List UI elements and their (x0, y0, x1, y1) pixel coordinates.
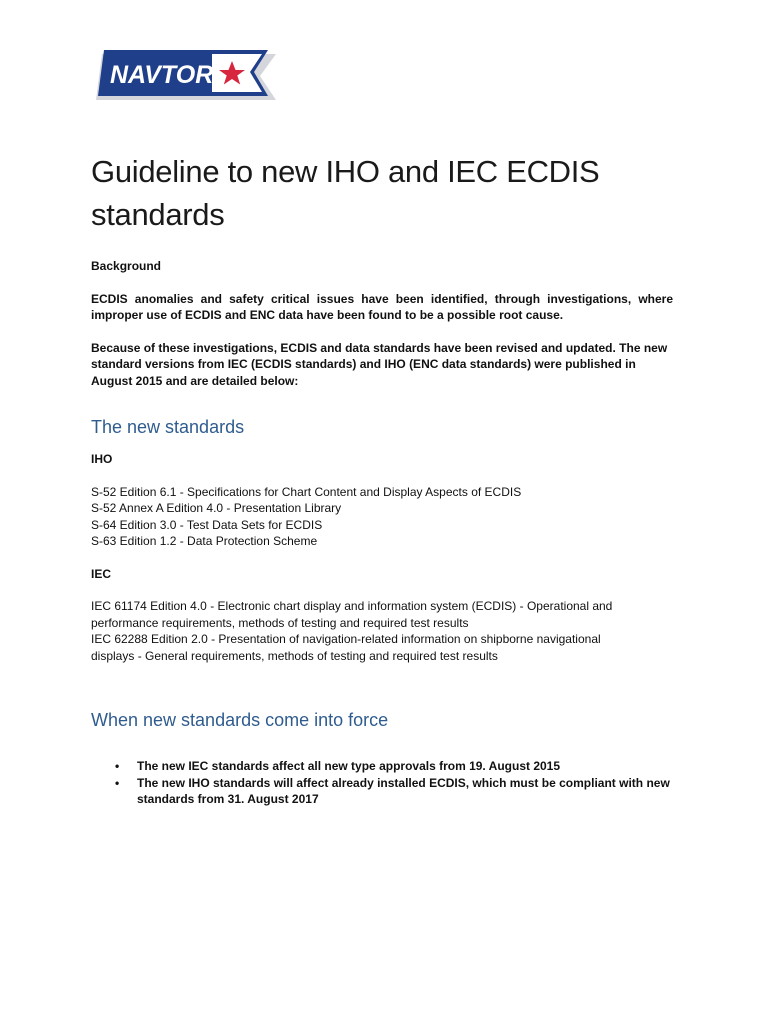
force-heading: When new standards come into force (91, 710, 389, 730)
new-standards-heading: The new standards (91, 417, 245, 437)
iho-label: IHO (91, 452, 113, 466)
iec-label: IEC (91, 566, 112, 581)
paragraph-line: Because of these investigations, ECDIS and data standards have been revised and updated. The new (91, 340, 668, 355)
iho-standards-list (91, 484, 673, 550)
paragraph-line: August 2015 and are detailed below: (91, 373, 299, 388)
iho-standard-item: S-52 Edition 6.1 - Specifications for Chart Content and Display Aspects of ECDIS (91, 484, 522, 499)
bullet-icon: • (115, 775, 120, 790)
page-title: Guideline to new IHO and IEC ECDIS standards (91, 154, 600, 232)
force-bullet-list (91, 758, 673, 808)
iho-standard-item: S-52 Annex A Edition 4.0 - Presentation Library (91, 501, 342, 515)
iec-standard-line: displays - General requirements, methods of testing and required test results (91, 648, 498, 663)
list-item-text: The new IHO standards will affect already installed ECDIS, which must be compliant with new standards from 31. August 2017 (137, 775, 670, 806)
list-item (91, 758, 673, 775)
list-item (91, 775, 673, 808)
list-item-text: The new IEC standards affect all new type approvals from 19. August 2015 (137, 759, 561, 773)
iho-standard-item: S-64 Edition 3.0 - Test Data Sets for ECDIS (91, 517, 323, 532)
iec-standards-list (91, 598, 673, 664)
iec-standard-line: performance requirements, methods of testing and required test results (91, 615, 469, 630)
iho-standard-item: S-63 Edition 1.2 - Data Protection Scheme (91, 534, 318, 548)
logo-text: NAVTOR (110, 61, 214, 89)
background-paragraph-1: ECDIS anomalies and safety critical issues have been identified, through investigations, where improper use of ECDIS and ENC data have been found to be a possible root cause. (91, 291, 673, 322)
navtor-logo (94, 44, 280, 108)
background-heading: Background (91, 259, 162, 273)
bullet-icon: • (115, 759, 120, 773)
paragraph-line: standard versions from IEC (ECDIS standards) and IHO (ENC data standards) were published in (91, 357, 636, 371)
document-body (91, 150, 673, 808)
iec-standard-line: IEC 61174 Edition 4.0 - Electronic chart display and information system (ECDIS) - Operational and (91, 599, 613, 613)
background-paragraph-2 (91, 340, 673, 390)
navtor-logo-graphic (94, 44, 280, 108)
iec-standard-line: IEC 62288 Edition 2.0 - Presentation of navigation-related information on shipborne navigational (91, 632, 601, 646)
